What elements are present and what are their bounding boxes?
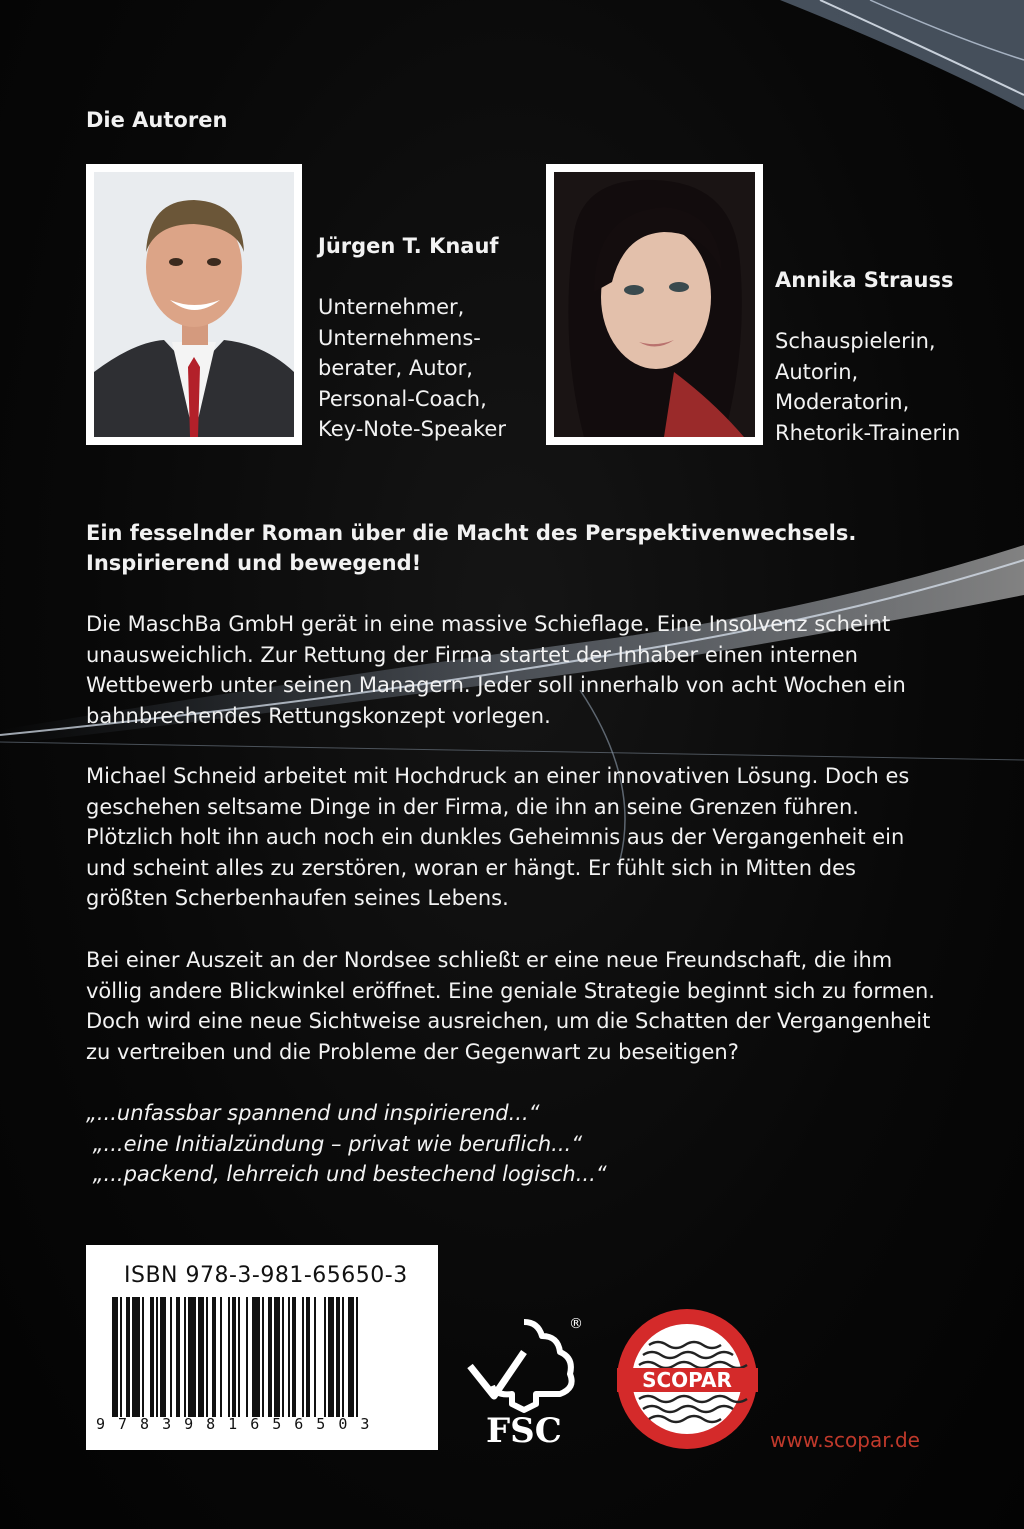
lead-text <box>86 518 856 578</box>
isbn-number: ISBN 978-3-981-65650-3 <box>124 1263 408 1288</box>
scopar-seal-icon <box>615 1307 760 1452</box>
paragraph: Bei einer Auszeit an der Nordsee schließt er eine neue Freundschaft, die ihm völlig andere Blickwinkel eröffnet. Eine geniale Strategie beginnt sich zu formen. Doch wird eine neue Sichtweise ausreichen, um die Schatten der Vergangenheit zu vertreiben und die Probleme der Gegenwart zu beseitigen? <box>86 948 935 1064</box>
barcode-bars <box>112 1297 412 1417</box>
authors-heading: Die Autoren <box>86 108 228 132</box>
quote: „...unfassbar spannend und inspirierend...“ <box>86 1101 540 1125</box>
author-photo-strauss <box>546 164 763 445</box>
barcode-digits: 9783981656503 <box>96 1415 383 1433</box>
quote: „...eine Initialzündung – privat wie beruflich...“ <box>86 1131 583 1156</box>
lead-line: Ein fesselnder Roman über die Macht des Perspektivenwechsels. <box>86 521 857 545</box>
paragraph: Die MaschBa GmbH gerät in eine massive Schieflage. Eine Insolvenz scheint unausweichlich. Zur Rettung der Firma startet der Inhaber einen internen Wettbewerb unter seinen Managern. Jeder soll innerhalb von acht Wochen ein bahnbrechendes Rettungskonzept vorlegen. <box>86 612 906 728</box>
author-name-strauss: Annika Strauss <box>775 268 954 292</box>
registered-mark: ® <box>569 1316 583 1332</box>
fsc-label: FSC <box>486 1411 562 1451</box>
fsc-tree-icon <box>466 1312 583 1451</box>
portrait-woman-image <box>554 172 755 437</box>
review-quotes <box>86 1098 607 1190</box>
quote: „...packend, lehrreich und bestechend logisch...“ <box>86 1162 607 1186</box>
author-roles-strauss: Schauspielerin, Autorin, Moderatorin, Rhetorik-Trainerin <box>775 329 961 445</box>
lead-line: Inspirierend und bewegend! <box>86 551 422 575</box>
isbn-barcode <box>86 1245 438 1450</box>
portrait-man-image <box>94 172 294 437</box>
author-roles-knauf: Unternehmer, Unternehmens- berater, Autor, Personal-Coach, Key-Note-Speaker <box>318 295 506 441</box>
fsc-logo <box>466 1312 581 1451</box>
scopar-logo <box>615 1307 760 1456</box>
website-link[interactable]: www.scopar.de <box>770 1428 920 1452</box>
author-name-knauf: Jürgen T. Knauf <box>318 234 499 258</box>
paragraph: Michael Schneid arbeitet mit Hochdruck an einer innovativen Lösung. Doch es geschehen seltsame Dinge in der Firma, die ihn an seine Grenzen führen. Plötzlich holt ihn auch noch ein dunkles Geheimnis aus der Vergangenheit ein und scheint alles zu zerstören, woran er hängt. Er fühlt sich in Mitten des größten Scherbenhaufen seines Lebens. <box>86 764 910 910</box>
scopar-label: SCOPAR <box>642 1368 732 1392</box>
author-photo-knauf <box>86 164 302 445</box>
